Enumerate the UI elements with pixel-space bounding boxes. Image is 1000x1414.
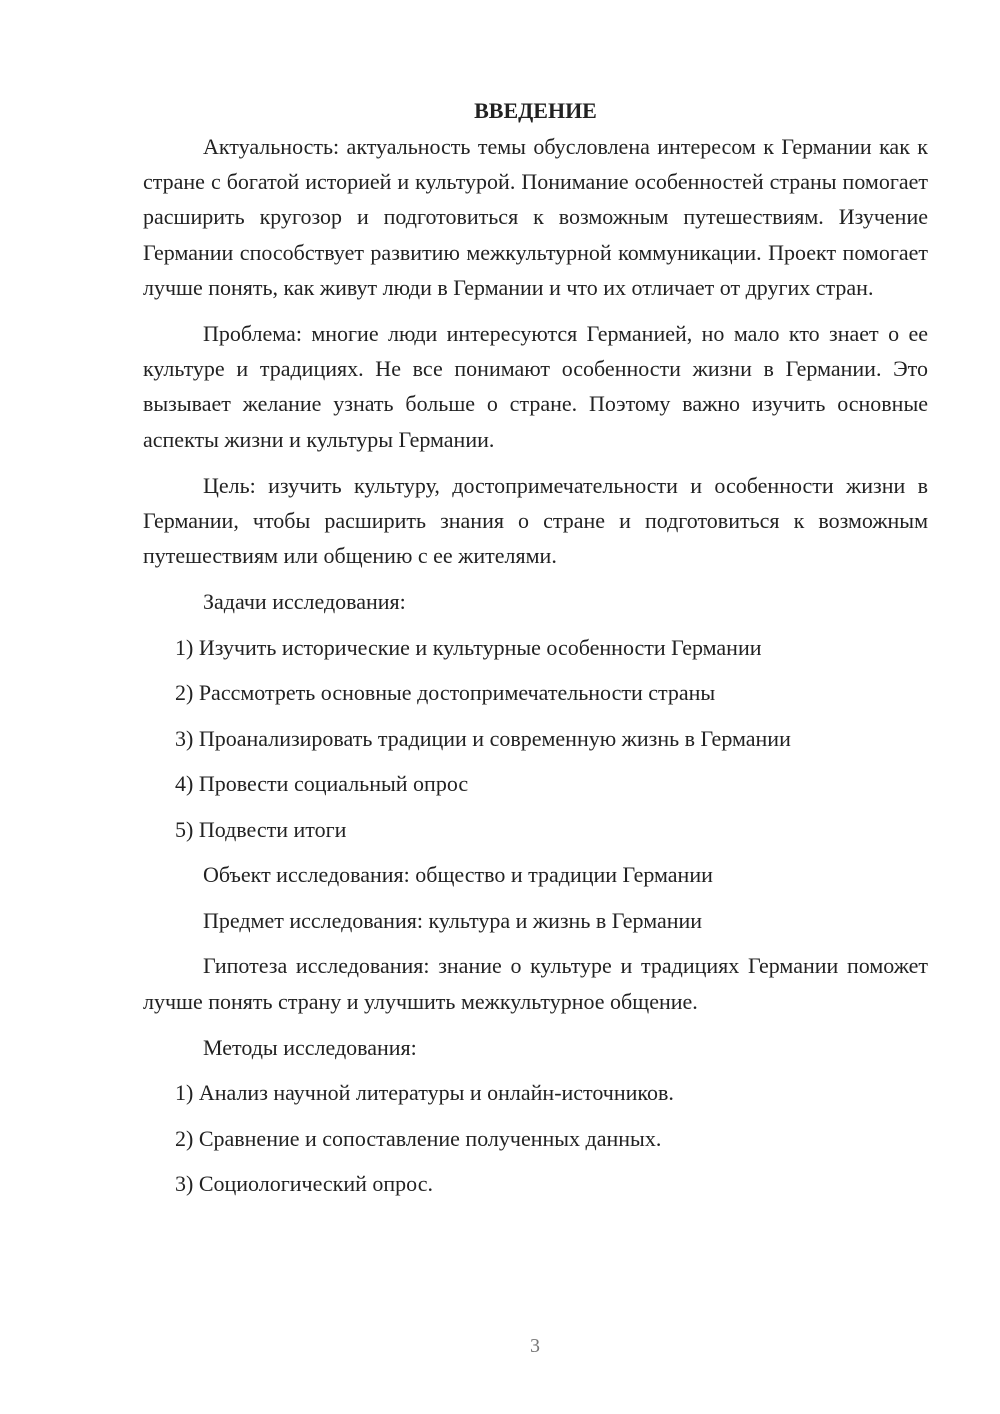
method-item: 1) Анализ научной литературы и онлайн-источников. (175, 1080, 674, 1106)
task-item: 5) Подвести итоги (175, 816, 347, 842)
research-object: Объект исследования: общество и традиции Германии (203, 862, 713, 888)
relevance-paragraph: Актуальность: актуальность темы обусловлена интересом к Германии как к стране с богатой историей и культурой. Понимание особенностей страны помогает расширить кругозор и подготовиться к возможным путешествиям. Изучение Германии способствует развитию межкультурной коммуникации. Проект помогает лучше понять, как живут люди в Германии и что их отличает от других стран. (143, 134, 928, 300)
method-item: 3) Социологический опрос. (175, 1171, 433, 1197)
task-item: 4) Провести социальный опрос (175, 771, 469, 797)
research-subject: Предмет исследования: культура и жизнь в Германии (203, 907, 703, 933)
goal-paragraph: Цель: изучить культуру, достопримечательности и особенности жизни в Германии, чтобы расширить знания о стране и подготовиться к возможным путешествиям или общению с ее жителями. (143, 472, 928, 569)
problem-paragraph: Проблема: многие люди интересуются Германией, но мало кто знает о ее культуре и традициях. Не все понимают особенности жизни в Германии. Это вызывает желание узнать больше о стране. Поэтому важно изучить основные аспекты жизни и культуры Германии. (143, 321, 928, 452)
section-title: ВВЕДЕНИЕ (474, 98, 597, 123)
tasks-heading: Задачи исследования: (203, 589, 406, 615)
task-item: 3) Проанализировать традиции и современную жизнь в Германии (175, 725, 791, 751)
hypothesis-paragraph: Гипотеза исследования: знание о культуре и традициях Германии поможет лучше понять страну и улучшить межкультурное общение. (143, 953, 928, 1014)
method-item: 2) Сравнение и сопоставление полученных данных. (175, 1125, 662, 1151)
methods-heading: Методы исследования: (203, 1034, 417, 1060)
document-page (143, 96, 928, 1212)
page-number: 3 (530, 1335, 540, 1357)
task-item: 2) Рассмотреть основные достопримечательности страны (175, 680, 716, 706)
task-item: 1) Изучить исторические и культурные особенности Германии (175, 634, 762, 660)
